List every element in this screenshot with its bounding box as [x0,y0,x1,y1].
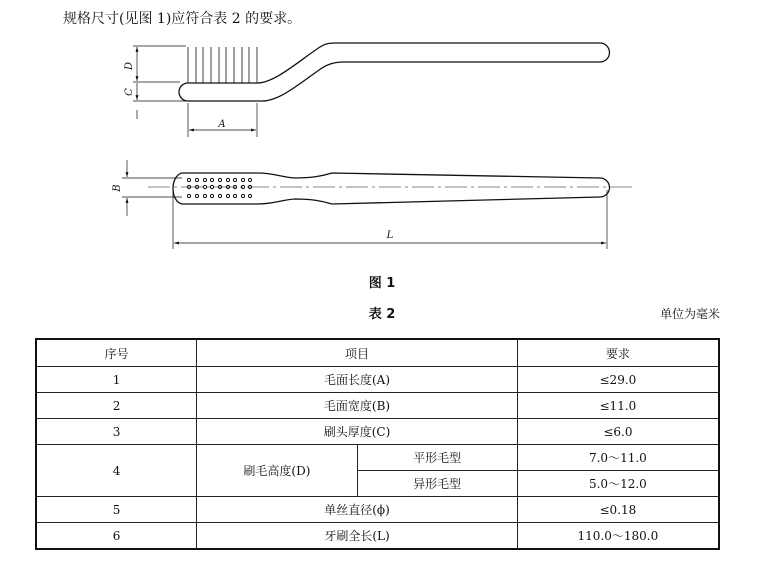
dim-label-d: D [124,61,135,71]
table-header-row [36,339,719,367]
cell-req: 110.0～180.0 [517,523,719,550]
cell-no: 2 [36,393,197,419]
table-caption: 表 2 [368,307,396,322]
intro-text: 规格尺寸(见图 1)应符合表 2 的要求。 [63,11,302,27]
cell-item: 牙刷全长(L) [197,523,518,550]
table-row [36,497,719,523]
dim-label-c: C [124,88,135,96]
cell-item: 毛面长度(A) [197,367,518,393]
spec-table [35,338,720,550]
side-dimensions [133,46,257,137]
table-row [36,419,719,445]
cell-item: 刷毛高度(D) [197,445,357,497]
table-row [36,445,719,471]
toothbrush-drawing [0,0,764,270]
bristle-holes [187,178,251,197]
cell-no: 5 [36,497,197,523]
header-item: 项目 [197,339,518,367]
side-view [133,43,610,137]
cell-no: 1 [36,367,197,393]
cell-no: 3 [36,419,197,445]
bristles [188,47,257,83]
top-view [173,173,610,204]
header-req: 要求 [517,339,719,367]
dim-label-l: L [386,230,394,241]
cell-req: ≤11.0 [517,393,719,419]
cell-no: 4 [36,445,197,497]
table-row [36,367,719,393]
cell-req: 5.0～12.0 [517,471,719,497]
cell-item: 刷头厚度(C) [197,419,518,445]
cell-subtype: 异形毛型 [357,471,517,497]
cell-item: 毛面宽度(B) [197,393,518,419]
cell-req: ≤6.0 [517,419,719,445]
figure-caption: 图 1 [368,276,396,291]
cell-req: 7.0～11.0 [517,445,719,471]
header-no: 序号 [36,339,197,367]
dim-label-b: B [112,184,123,192]
cell-item: 单丝直径(ϕ) [197,497,518,523]
table-row [36,393,719,419]
dim-label-a: A [218,119,226,130]
unit-note: 单位为毫米 [659,307,720,321]
table-row [36,523,719,550]
cell-req: ≤0.18 [517,497,719,523]
cell-req: ≤29.0 [517,367,719,393]
cell-subtype: 平形毛型 [357,445,517,471]
cell-no: 6 [36,523,197,550]
